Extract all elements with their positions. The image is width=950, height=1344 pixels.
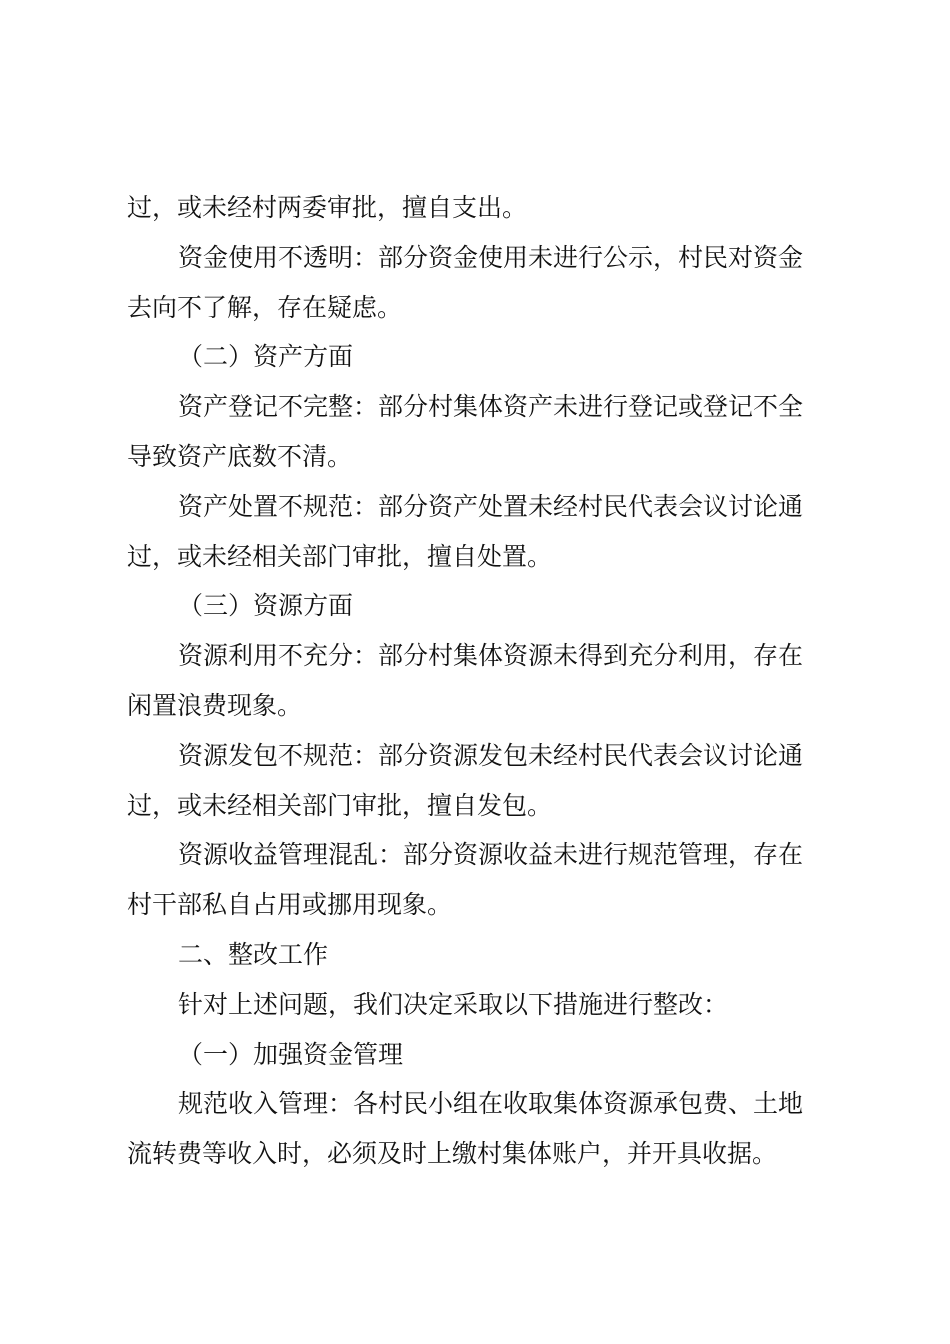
text-line: 去向不了解，存在疑虑。 [127, 292, 403, 322]
text-line: 过，或未经相关部门审批，擅自发包。 [127, 790, 553, 820]
paragraph-line: 针对上述问题，我们决定采取以下措施进行整改： [178, 989, 729, 1019]
section-heading: （三）资源方面 [178, 591, 354, 621]
paragraph-line: 资产处置不规范：部分资产处置未经村民代表会议讨论通 [178, 491, 804, 521]
text-line: 导致资产底数不清。 [127, 441, 353, 471]
paragraph-line: 资源收益管理混乱：部分资源收益未进行规范管理，存在 [178, 840, 804, 870]
paragraph-line: 资源发包不规范：部分资源发包未经村民代表会议讨论通 [178, 740, 804, 770]
paragraph-line: 规范收入管理：各村民小组在收取集体资源承包费、土地 [178, 1089, 804, 1119]
text-line: 流转费等收入时，必须及时上缴村集体账户，并开具收据。 [127, 1139, 778, 1169]
text-line: 过，或未经相关部门审批，擅自处置。 [127, 541, 553, 571]
paragraph-line: 资产登记不完整：部分村集体资产未进行登记或登记不全 [178, 392, 804, 422]
section-heading: （一）加强资金管理 [178, 1039, 404, 1069]
chapter-heading: 二、整改工作 [178, 939, 329, 969]
section-heading: （二）资产方面 [178, 342, 354, 372]
text-line: 闲置浪费现象。 [127, 690, 303, 720]
text-line: 村干部私自占用或挪用现象。 [127, 890, 453, 920]
paragraph-line: 资源利用不充分：部分村集体资源未得到充分利用，存在 [178, 641, 804, 671]
paragraph-line: 资金使用不透明：部分资金使用未进行公示，村民对资金 [178, 242, 804, 272]
text-line: 过，或未经村两委审批，擅自支出。 [127, 193, 528, 222]
document-body [127, 183, 833, 1179]
